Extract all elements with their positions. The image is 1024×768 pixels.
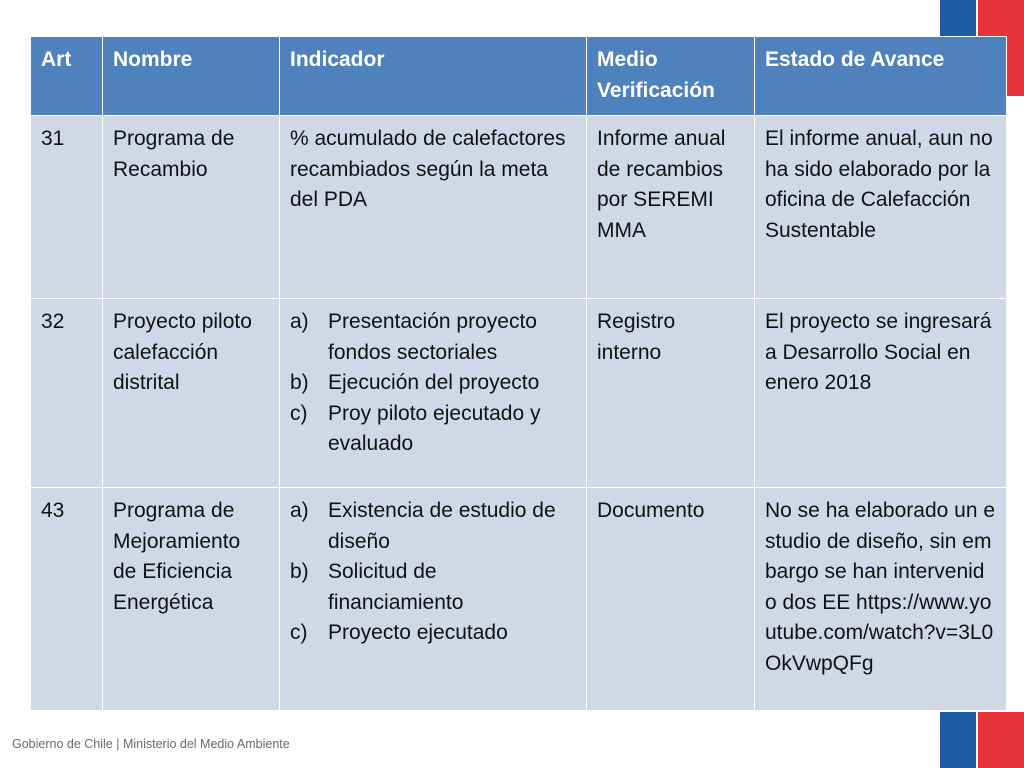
- table-header-row: [31, 37, 1007, 116]
- cell-indicador: [280, 299, 587, 488]
- list-marker: a): [290, 310, 309, 333]
- list-item-text: Solicitud de financiamiento: [328, 560, 464, 614]
- list-marker: b): [290, 371, 309, 394]
- cell-nombre: Programa de Recambio: [103, 116, 280, 299]
- list-item-text: Proy piloto ejecutado y evaluado: [328, 401, 541, 455]
- table-row: [31, 488, 1007, 711]
- list-item-text: Proyecto ejecutado: [328, 621, 508, 644]
- list-item-text: Presentación proyecto fondos sectoriales: [328, 310, 537, 364]
- list-item: [290, 557, 576, 618]
- header-art: Art: [31, 37, 103, 116]
- progress-table: [30, 36, 1007, 711]
- cell-nombre: Proyecto piloto calefacción distrital: [103, 299, 280, 488]
- flag-blue-stripe: [940, 712, 976, 768]
- cell-art: 32: [31, 299, 103, 488]
- list-marker: c): [290, 401, 308, 425]
- list-item: [290, 307, 576, 368]
- cell-indicador: [280, 488, 587, 711]
- cell-medio: Informe anual de recambios por SEREMI MMA: [587, 116, 755, 299]
- indicator-list: [290, 496, 576, 649]
- header-medio-verificacion: Medio Verificación: [587, 37, 755, 116]
- list-item: [290, 368, 576, 399]
- header-indicador: Indicador: [280, 37, 587, 116]
- cell-nombre: Programa de Mejoramiento de Eficiencia Energética: [103, 488, 280, 711]
- cell-art: 31: [31, 116, 103, 299]
- list-item: [290, 618, 576, 649]
- list-marker: b): [290, 560, 309, 583]
- cell-estado: No se ha elaborado un estudio de diseño, sin embargo se han intervenido dos EE https://www.youtube.com/watch?v=3L0OkVwpQFg: [755, 488, 1007, 711]
- list-marker: c): [290, 621, 308, 644]
- table-row: [31, 116, 1007, 299]
- table-row: [31, 299, 1007, 488]
- flag-decoration-bottom: [940, 712, 1024, 768]
- flag-red-stripe: [978, 712, 1024, 768]
- cell-medio: Registro interno: [587, 299, 755, 488]
- list-item: [290, 496, 576, 557]
- header-nombre: Nombre: [103, 37, 280, 116]
- cell-estado: El proyecto se ingresará a Desarrollo Social en enero 2018: [755, 299, 1007, 488]
- list-item-text: Ejecución del proyecto: [328, 371, 540, 394]
- list-item: [290, 399, 576, 460]
- indicator-list: [290, 307, 576, 460]
- list-item-text: Existencia de estudio de diseño: [328, 499, 556, 553]
- footer-text: Gobierno de Chile | Ministerio del Medio Ambiente: [12, 737, 290, 751]
- header-estado-avance: Estado de Avance: [755, 37, 1007, 116]
- list-marker: a): [290, 499, 309, 522]
- cell-indicador: % acumulado de calefactores recambiados según la meta del PDA: [280, 116, 587, 299]
- cell-medio: Documento: [587, 488, 755, 711]
- cell-art: 43: [31, 488, 103, 711]
- cell-estado: El informe anual, aun no ha sido elaborado por la oficina de Calefacción Sustentable: [755, 116, 1007, 299]
